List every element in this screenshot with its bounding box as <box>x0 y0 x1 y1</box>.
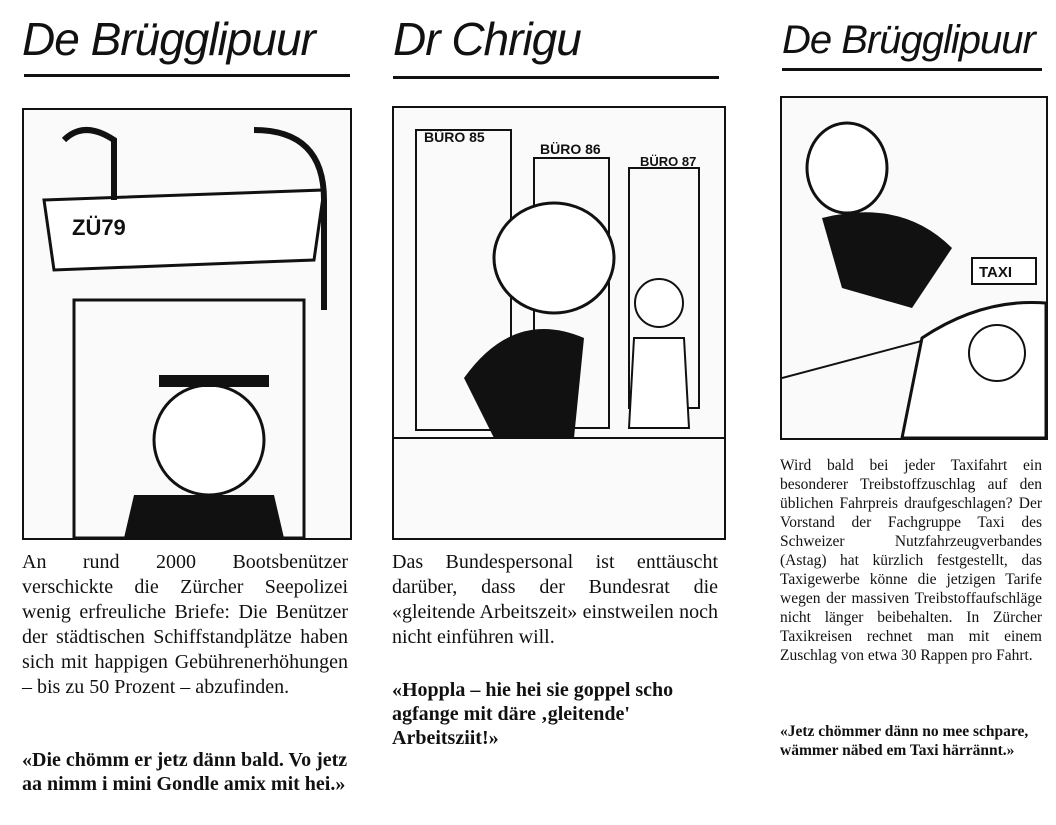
cartoon-running-man-taxi-drawing <box>782 98 1046 438</box>
column-1-heading: De Brügglipuur <box>22 13 315 65</box>
taxi-sign-label: TAXI <box>979 264 1013 281</box>
cartoon-office-corridor-drawing <box>394 108 724 538</box>
column-1-cartoon <box>22 108 352 540</box>
column-3-heading-rule <box>782 68 1042 71</box>
door-label-buro-85: BÜRO 85 <box>424 129 485 145</box>
column-1-caption: An rund 2000 Bootsbenützer verschickte die Zürcher Seepolizei wenig erfreuliche Briefe: Die Benützer der städtischen Schiffstandplätze haben sich mit happigen Gebührenerhöhungen – bis zu 50 Prozent – abzufinden. <box>22 551 348 698</box>
column-3-quote: «Jetz chömmer dänn no mee schpare, wämmer näbed em Taxi härrännt.» <box>780 723 1029 759</box>
door-label-buro-87: BÜRO 87 <box>640 154 697 169</box>
column-2-caption: Das Bundespersonal ist enttäuscht darüber, dass der Bundesrat die «gleitende Arbeitszeit» einstweilen noch nicht einführen will. <box>392 551 718 648</box>
column-2-quote: «Hoppla – hie hei sie goppel scho agfange mit däre ‚gleitende' Arbeitsziit!» <box>392 679 674 749</box>
door-label-buro-86: BÜRO 86 <box>540 141 601 157</box>
column-3-heading: De Brügglipuur <box>782 18 1035 62</box>
cartoon-boat-window-drawing <box>24 110 350 538</box>
boat-registration-label: ZÜ79 <box>72 215 126 240</box>
column-3-caption: Wird bald bei jeder Taxifahrt ein besonderer Treibstoffzuschlag auf den üblichen Fahrpreis draufgeschlagen? Der Vorstand der Fachgruppe Taxi des Schweizer Nutzfahrzeugverbandes (Astag) hat kürzlich festgestellt, das Taxigewerbe könne die jetzigen Tarife wegen der massiven Treibstoffaufschläge nicht länger beibehalten. In Zürcher Taxikreisen rechnet man mit einem Zuschlag von etwa 30 Rappen pro Fahrt. <box>780 457 1042 664</box>
column-2-cartoon <box>392 106 726 540</box>
column-2-heading: Dr Chrigu <box>393 13 581 65</box>
column-1-quote: «Die chömm er jetz dänn bald. Vo jetz aa nimm i mini Gondle amix mit hei.» <box>22 749 348 795</box>
column-1-heading-rule <box>24 74 350 77</box>
column-2-heading-rule <box>393 76 719 79</box>
column-3-cartoon <box>780 96 1048 440</box>
